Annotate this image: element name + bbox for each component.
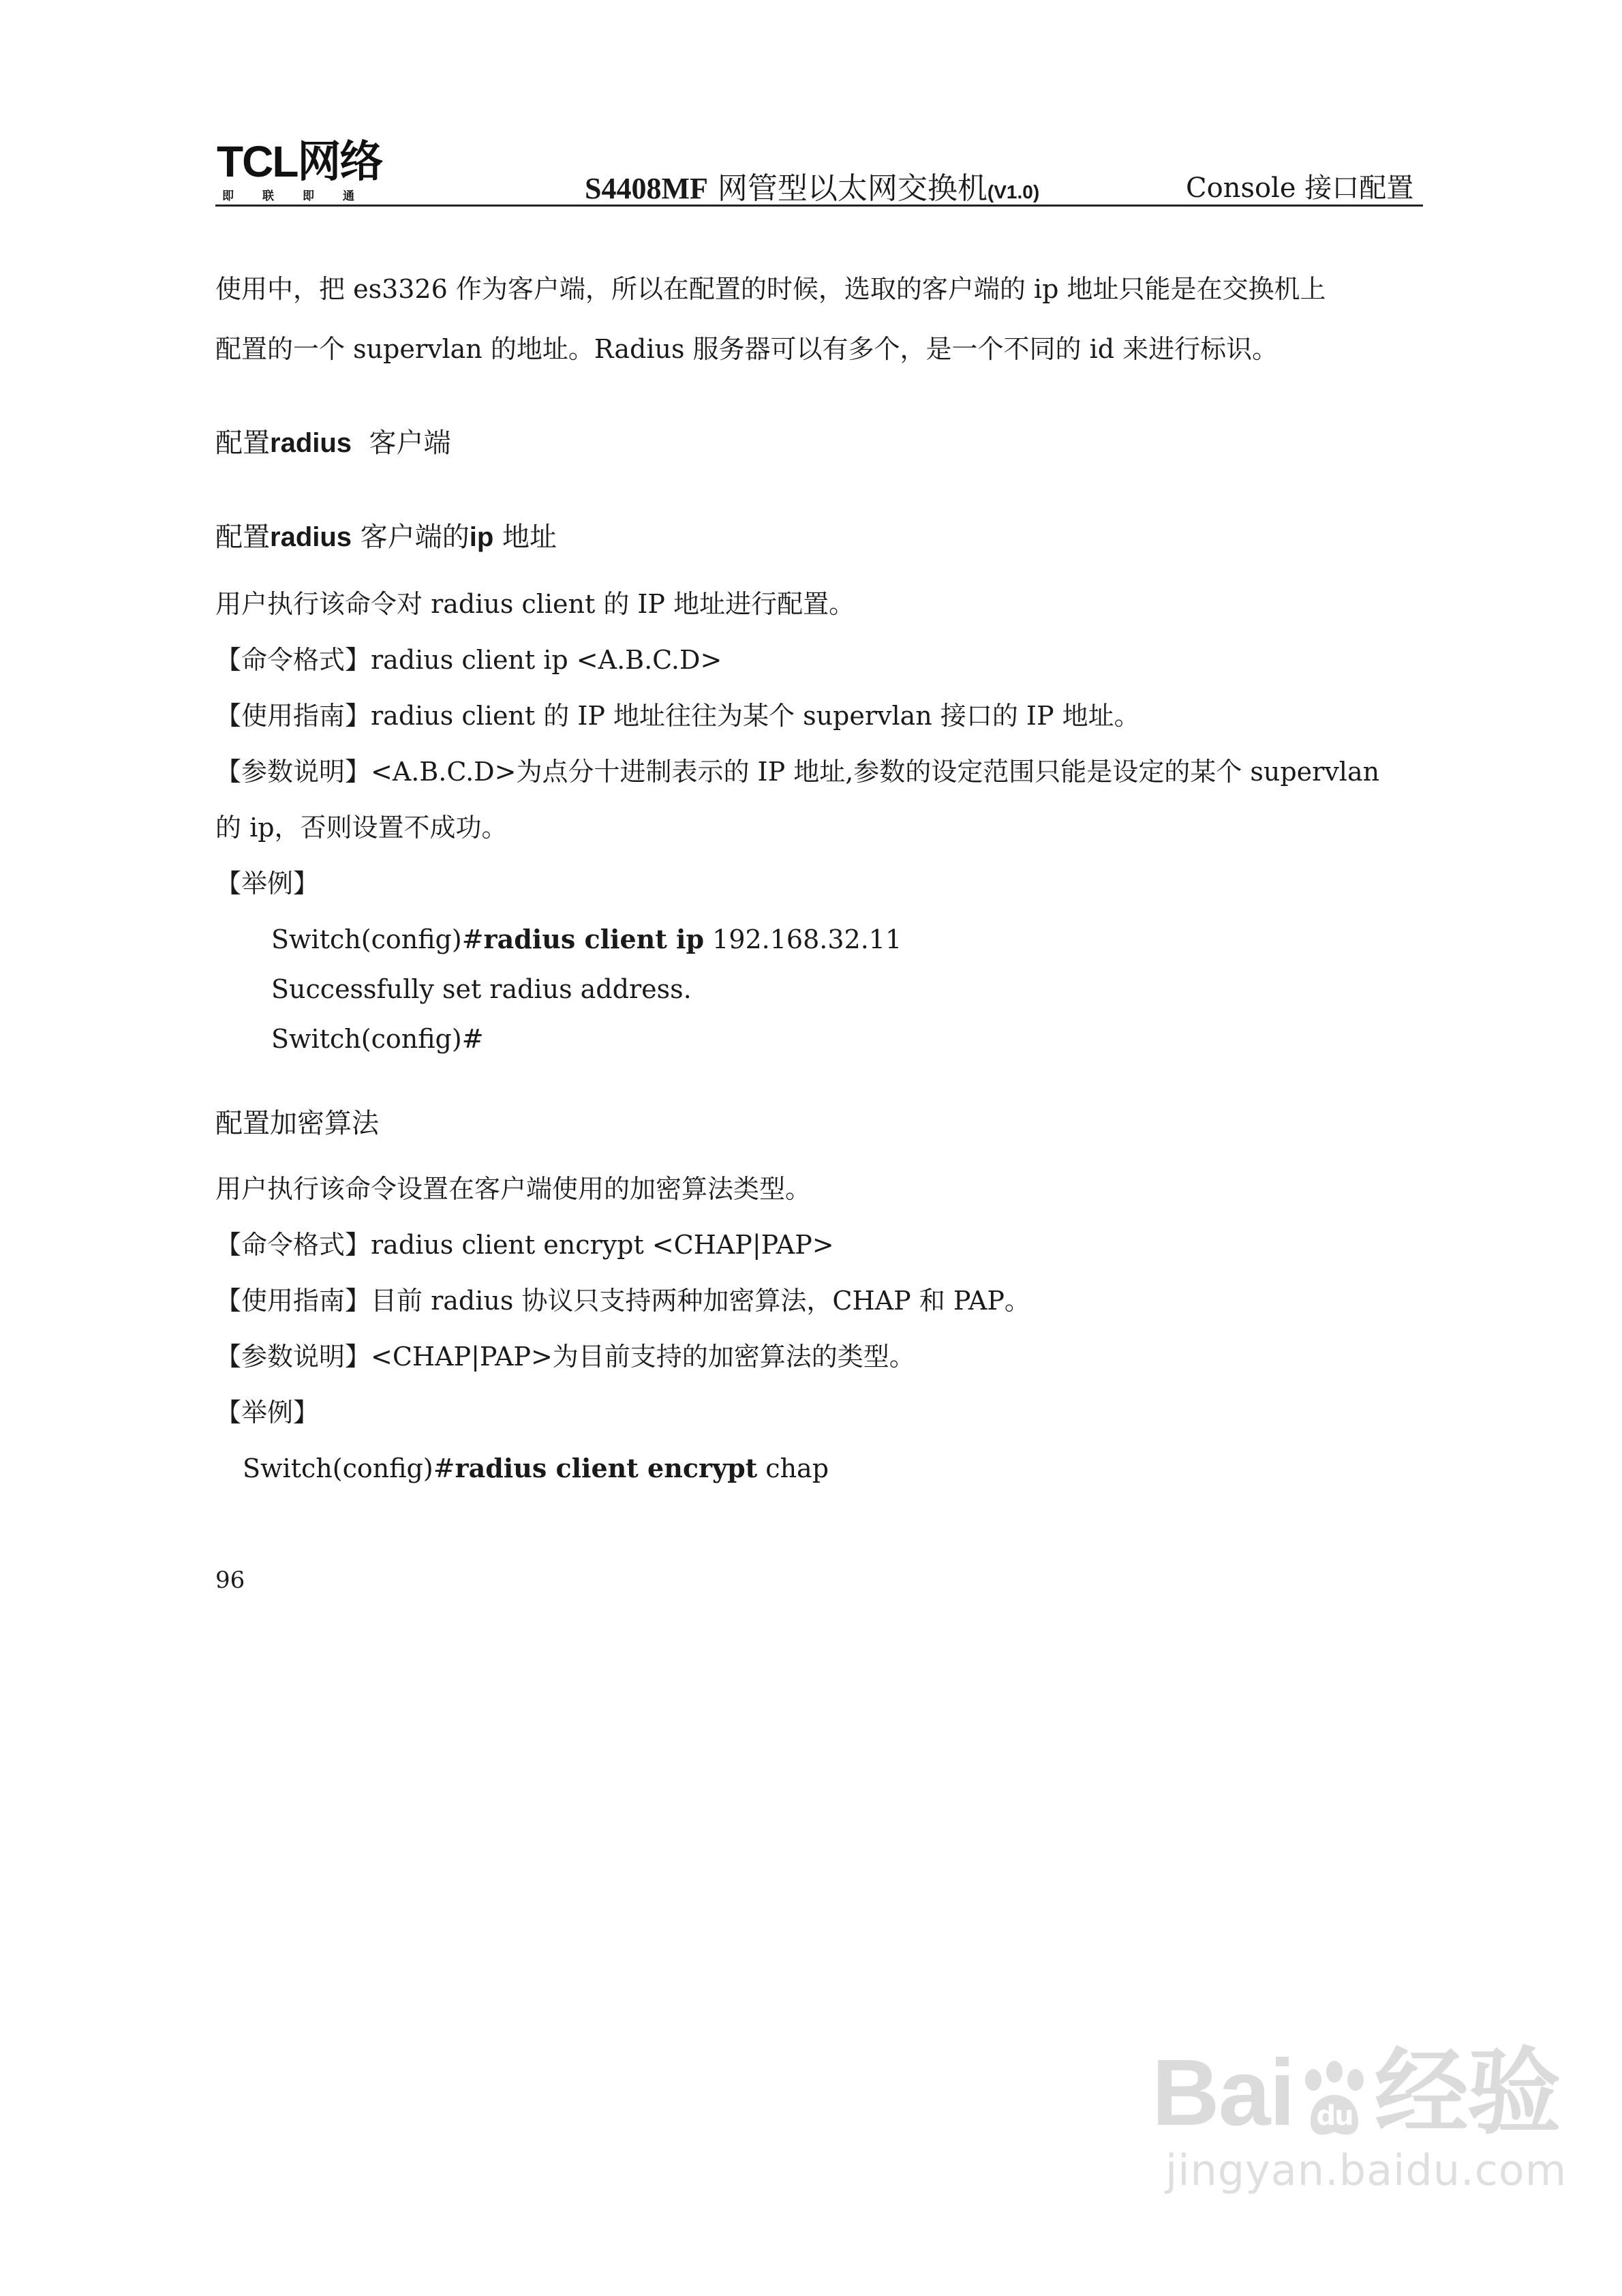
ip-heading-pre: 配置	[215, 522, 270, 553]
intro-line-2: 配置的一个 supervlan 的地址。Radius 服务器可以有多个，是一个不同的 id 来进行标识。	[215, 334, 1279, 364]
section-name: Console 接口配置	[1186, 172, 1414, 204]
ip-heading-post: 地址	[502, 522, 557, 553]
logo-subtext: 即联即通	[222, 190, 383, 203]
section-heading	[215, 427, 450, 459]
version: (V1.0)	[987, 181, 1040, 202]
header-divider	[215, 205, 1423, 207]
ip-example-command	[271, 923, 902, 956]
watermark-logo-right: 经验	[1374, 2040, 1560, 2145]
baidu-jingyan-watermark	[1152, 2040, 1567, 2195]
paw-icon	[1297, 2059, 1372, 2141]
ip-parameter-line-2: 的 ip，否则设置不成功。	[215, 813, 508, 843]
document-title	[585, 164, 1039, 207]
encrypt-usage-guide: 【使用指南】目前 radius 协议只支持两种加密算法，CHAP 和 PAP。	[215, 1286, 1030, 1316]
encrypt-example-arg: chap	[757, 1453, 829, 1483]
ip-example-label: 【举例】	[215, 868, 320, 898]
encrypt-parameter: 【参数说明】<CHAP|PAP>为目前支持的加密算法的类型。	[215, 1342, 915, 1372]
watermark-url: jingyan.baidu.com	[1165, 2145, 1567, 2195]
section-heading-post: 客户端	[369, 427, 451, 459]
encrypt-example-label: 【举例】	[215, 1398, 320, 1428]
svg-text:du: du	[1316, 2100, 1353, 2132]
ip-heading-bold2: ip	[469, 522, 494, 552]
ip-example-cmd: radius client ip	[483, 924, 705, 954]
watermark-logo-left: Bai	[1152, 2040, 1294, 2145]
encrypt-description: 用户执行该命令设置在客户端使用的加密算法类型。	[215, 1174, 812, 1204]
encrypt-heading: 配置加密算法	[215, 1108, 379, 1139]
ip-command-format: 【命令格式】radius client ip <A.B.C.D>	[215, 645, 722, 675]
logo-text: TCL网络	[217, 137, 382, 186]
section-heading-bold: radius	[270, 428, 352, 458]
ip-example-arg: 192.168.32.11	[704, 924, 902, 954]
ip-example-output: Successfully set radius address.	[271, 974, 692, 1004]
tcl-logo	[217, 137, 383, 203]
ip-heading	[215, 521, 557, 554]
encrypt-example-prompt: Switch(config)#	[243, 1453, 455, 1483]
ip-example-prompt: Switch(config)#	[271, 924, 484, 954]
model-name: S4408MF	[585, 172, 708, 205]
ip-description: 用户执行该命令对 radius client 的 IP 地址进行配置。	[215, 589, 855, 619]
product-name: 网管型以太网交换机	[717, 171, 988, 206]
encrypt-command-format: 【命令格式】radius client encrypt <CHAP|PAP>	[215, 1230, 834, 1260]
page-number: 96	[215, 1567, 245, 1594]
ip-parameter-line-1: 【参数说明】<A.B.C.D>为点分十进制表示的 IP 地址,参数的设定范围只能是设定的某个 supervlan	[215, 757, 1380, 787]
ip-heading-bold1: radius	[270, 522, 352, 552]
ip-example-prompt-end: Switch(config)#	[271, 1024, 484, 1054]
encrypt-example-cmd: radius client encrypt	[455, 1453, 758, 1483]
section-heading-pre: 配置	[215, 427, 270, 459]
ip-heading-mid: 客户端的	[360, 522, 470, 553]
encrypt-example-command	[243, 1452, 829, 1485]
watermark-logo	[1152, 2040, 1567, 2145]
ip-usage-guide: 【使用指南】radius client 的 IP 地址往往为某个 supervlan 接口的 IP 地址。	[215, 701, 1140, 731]
intro-line-1: 使用中，把 es3326 作为客户端，所以在配置的时候，选取的客户端的 ip 地址只能是在交换机上	[215, 274, 1326, 304]
